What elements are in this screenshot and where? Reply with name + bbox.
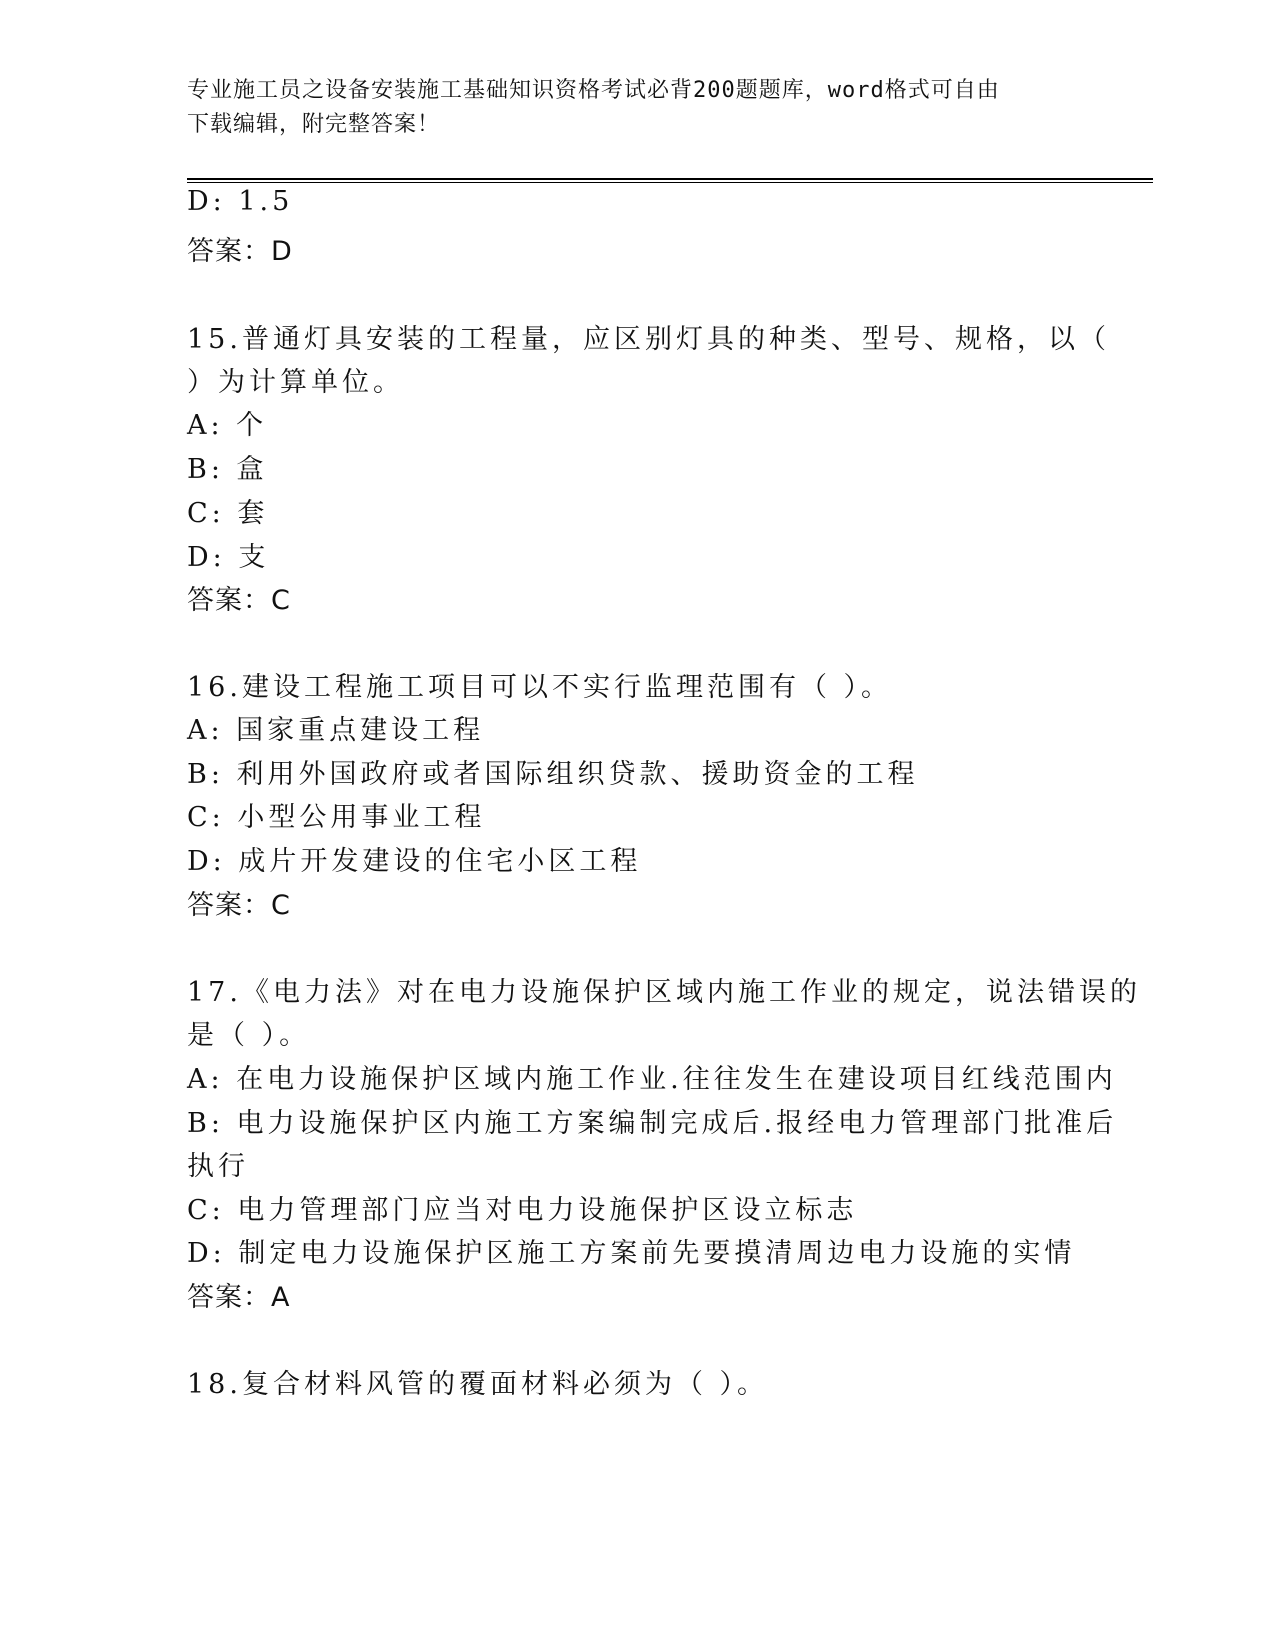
q17-option-d: D: 制定电力设施保护区施工方案前先要摸清周边电力设施的实情 (187, 1238, 1076, 1269)
q18-stem-line-1: 18.复合材料风管的覆面材料必须为（ ）。 (187, 1369, 769, 1400)
q17-option-b-cont: 执行 (187, 1151, 249, 1182)
header-line-1: 专业施工员之设备安装施工基础知识资格考试必背200题题库，word格式可自由 (187, 78, 1000, 103)
q17-stem-line-2: 是（ ）。 (187, 1020, 311, 1051)
q15-option-c: C: 套 (187, 498, 269, 529)
header-divider-top (187, 178, 1153, 180)
q16-option-c: C: 小型公用事业工程 (187, 802, 486, 833)
q15-stem-line-2: ）为计算单位。 (187, 367, 404, 398)
q17-option-a: A: 在电力设施保护区域内施工作业.往往发生在建设项目红线范围内 (187, 1064, 1117, 1095)
document-header (187, 74, 1067, 142)
q17-stem-line-1: 17.《电力法》对在电力设施保护区域内施工作业的规定，说法错误的 (187, 977, 1141, 1008)
header-divider-bottom (187, 182, 1153, 183)
q15-option-a: A: 个 (187, 410, 268, 441)
q16-option-d: D: 成片开发建设的住宅小区工程 (187, 846, 642, 877)
q17-option-b: B: 电力设施保护区内施工方案编制完成后.报经电力管理部门批准后 (187, 1108, 1118, 1139)
q16-option-b: B: 利用外国政府或者国际组织贷款、援助资金的工程 (187, 759, 919, 790)
header-line-2: 下载编辑，附完整答案！ (187, 112, 441, 137)
q16-option-a: A: 国家重点建设工程 (187, 715, 485, 746)
q16-stem-line-1: 16.建设工程施工项目可以不实行监理范围有（ ）。 (187, 672, 893, 703)
q16-answer: 答案：C (187, 890, 291, 921)
q15-option-d: D: 支 (187, 542, 270, 573)
q17-option-c: C: 电力管理部门应当对电力设施保护区设立标志 (187, 1195, 858, 1226)
q15-answer: 答案：C (187, 585, 291, 616)
prev-option-d: D: 1.5 (187, 186, 294, 217)
q15-option-b: B: 盒 (187, 454, 268, 485)
q15-stem-line-1: 15.普通灯具安装的工程量，应区别灯具的种类、型号、规格，以（ (187, 324, 1110, 355)
q17-answer: 答案：A (187, 1282, 291, 1313)
prev-answer: 答案：D (187, 236, 293, 267)
